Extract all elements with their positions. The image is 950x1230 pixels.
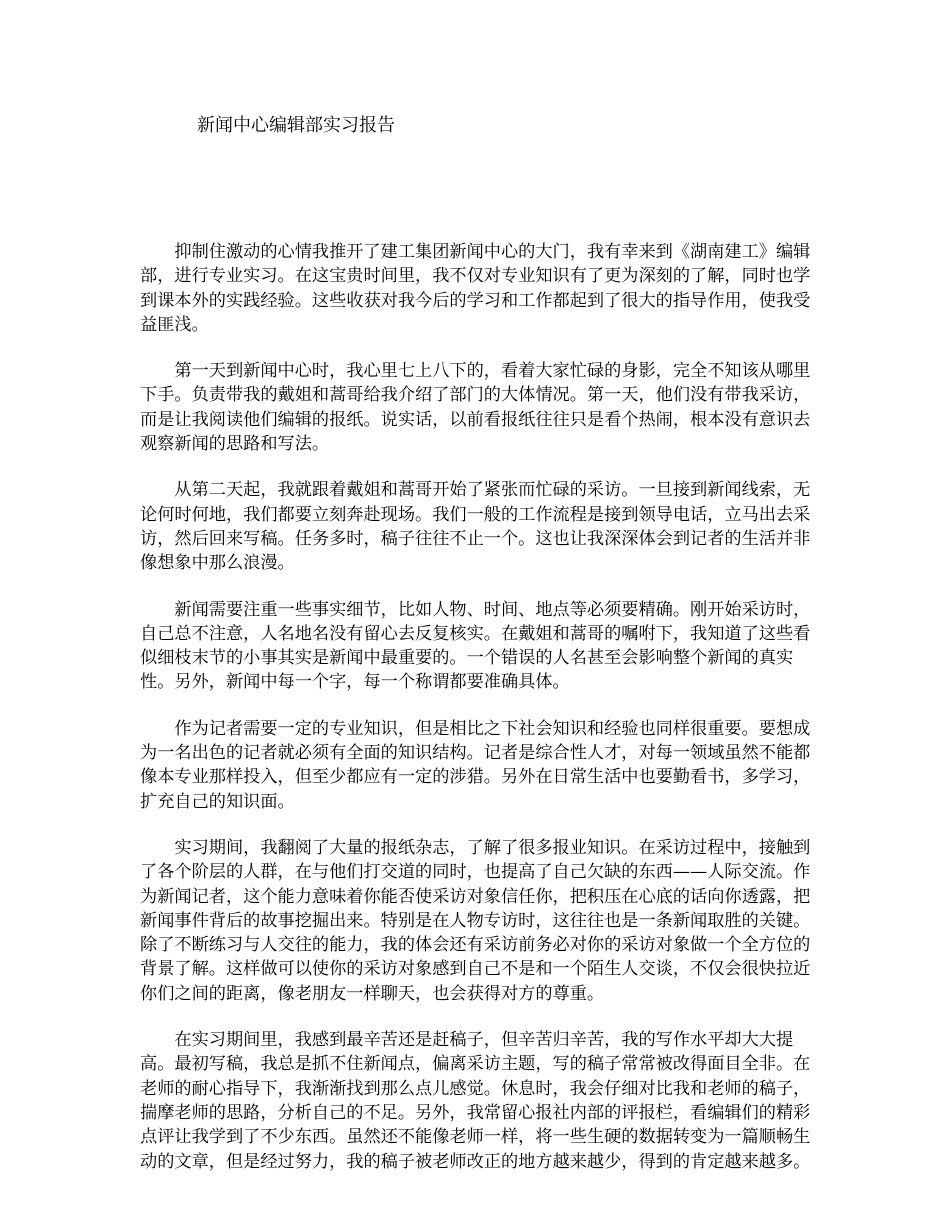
paragraph-3: 从第二天起，我就跟着戴姐和蒿哥开始了紧张而忙碌的采访。一旦接到新闻线索，无论何时何地，我们都要立刻奔赴现场。我们一般的工作流程是接到领导电话，立马出去采访，然后回来写稿。任务多时，稿子往往不止一个。这也让我深深体会到记者的生活并非像想象中那么浪漫。 — [140, 480, 811, 574]
paragraph-6: 实习期间，我翻阅了大量的报纸杂志，了解了很多报业知识。在采访过程中，接触到了各个阶层的人群，在与他们打交道的同时，也提高了自己欠缺的东西——人际交流。作为新闻记者，这个能力意味着你能否使采访对象信任你，把积压在心底的话向你透露，把新闻事件背后的故事挖掘出来。特别是在人物专访时，这往往也是一条新闻取胜的关键。除了不断练习与人交往的能力，我的体会还有采访前务必对你的采访对象做一个全方位的背景了解。这样做可以使你的采访对象感到自己不是和一个陌生人交谈，不仅会很快拉近你们之间的距离，像老朋友一样聊天，也会获得对方的尊重。 — [140, 837, 811, 1004]
paragraph-5: 作为记者需要一定的专业知识，但是相比之下社会知识和经验也同样很重要。要想成为一名出色的记者就必须有全面的知识结构。记者是综合性人才，对每一领域虽然不能都像本专业那样投入，但至少都应有一定的涉猎。另外在日常生活中也要勤看书，多学习，扩充自己的知识面。 — [140, 718, 811, 812]
paragraph-7: 在实习期间里，我感到最辛苦还是赶稿子，但辛苦归辛苦，我的写作水平却大大提高。最初写稿，我总是抓不住新闻点，偏离采访主题，写的稿子常常被改得面目全非。在老师的耐心指导下，我渐渐找到那么点儿感觉。休息时，我会仔细对比我和老师的稿子，揣摩老师的思路，分析自己的不足。另外，我常留心报社内部的评报栏，看编辑们的精彩点评让我学到了不少东西。虽然还不能像老师一样，将一些生硬的数据转变为一篇顺畅生动的文章，但是经过努力，我的稿子被老师改正的地方越来越少，得到的肯定越来越多。 — [140, 1030, 811, 1172]
paragraph-2: 第一天到新闻中心时，我心里七上八下的，看着大家忙碌的身影，完全不知该从哪里下手。负责带我的戴姐和蒿哥给我介绍了部门的大体情况。第一天，他们没有带我采访，而是让我阅读他们编辑的报纸。说实话，以前看报纸往往只是看个热闹，根本没有意识去观察新闻的思路和写法。 — [140, 361, 811, 455]
document-title: 新闻中心编辑部实习报告 — [197, 115, 395, 136]
paragraph-1: 抑制住激动的心情我推开了建工集团新闻中心的大门，我有幸来到《湖南建工》编辑部，进行专业实习。在这宝贵时间里，我不仅对专业知识有了更为深刻的了解，同时也学到课本外的实践经验。这些收获对我今后的学习和工作都起到了很大的指导作用，使我受益匪浅。 — [140, 242, 811, 335]
document-body — [140, 240, 816, 1196]
paragraph-4: 新闻需要注重一些事实细节，比如人物、时间、地点等必须要精确。刚开始采访时，自己总不注意，人名地名没有留心去反复核实。在戴姐和蒿哥的嘱咐下，我知道了这些看似细枝末节的小事其实是新闻中最重要的。一个错误的人名甚至会影响整个新闻的真实性。另外，新闻中每一个字，每一个称谓都要准确具体。 — [140, 599, 811, 693]
